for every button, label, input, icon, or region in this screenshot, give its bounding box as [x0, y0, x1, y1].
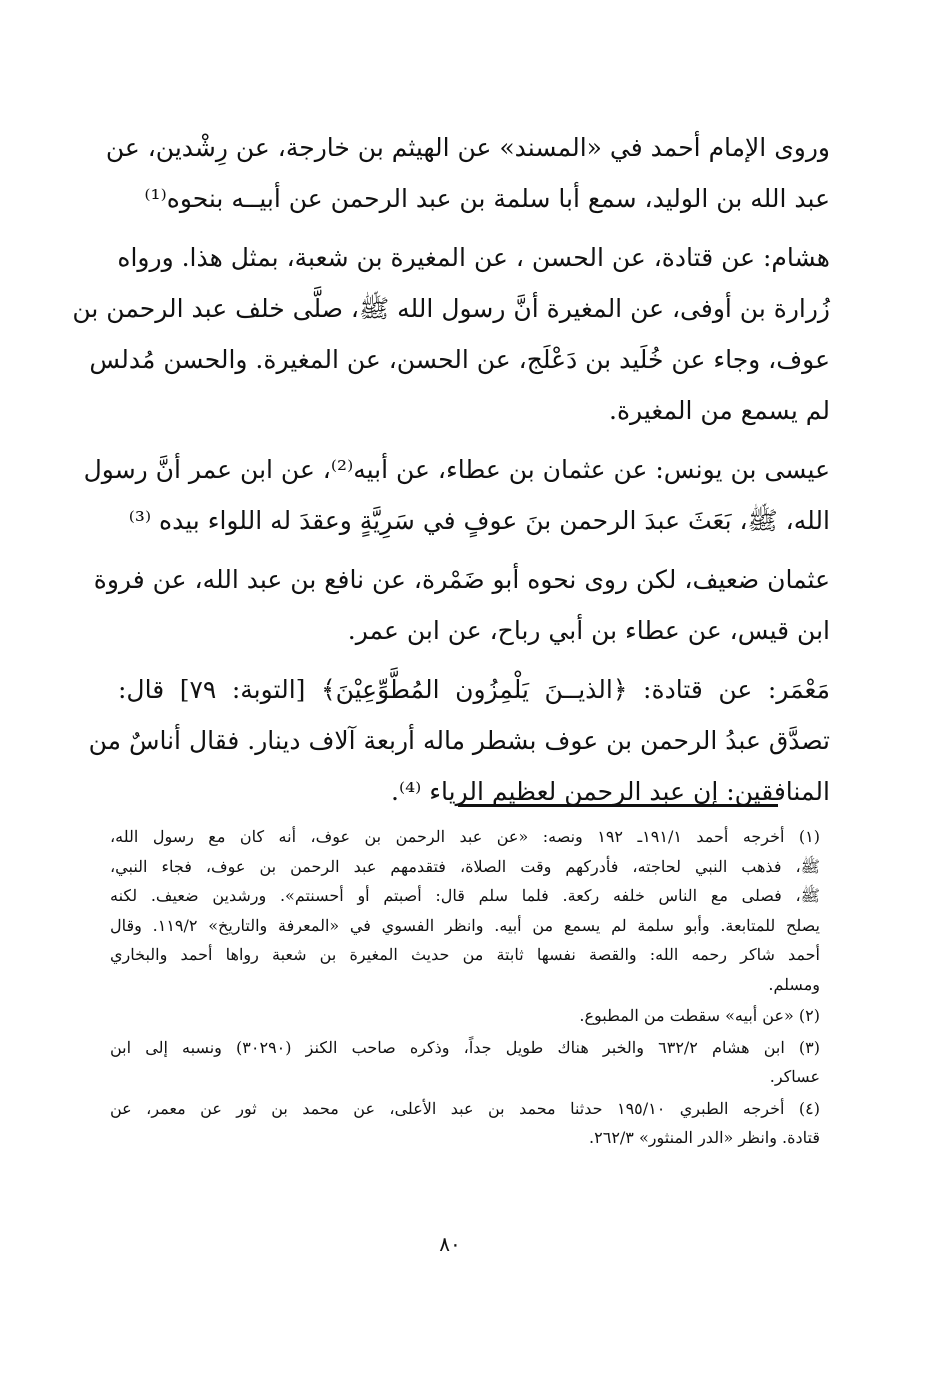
footnote-line: قتادة. وانظر «الدر المنثور» ٢٦٢/٣.	[589, 1128, 820, 1147]
text-line: لم يسمع من المغيرة.	[609, 396, 830, 425]
footnote-line: (٢) «عن أبيه» سقطت من المطبوع.	[579, 1006, 820, 1025]
text-line: الله، ﷺ، بَعَثَ عبدَ الرحمن بنَ عوفٍ في سَرِيَّةٍ وعقدَ له اللواء بيده ⁽³⁾	[128, 506, 830, 535]
footnote-1	[110, 822, 820, 999]
text-line: عيسى بن يونس: عن عثمان بن عطاء، عن أبيه⁽²⁾، عن ابن عمر أنَّ رسول	[83, 455, 830, 484]
footnote-line: يصلح للمتابعة. وأبو سلمة لم يسمع من أبيه. وانظر الفسوي في «المعرفة والتاريخ» ١١٩/٢. وقال	[110, 915, 821, 935]
text-line: عبد الله بن الوليد، سمع أبا سلمة بن عبد الرحمن عن أبيــه بنحوه⁽¹⁾	[144, 184, 830, 213]
footnote-line: (٤) أخرجه الطبري ١٩٥/١٠ حدثنا محمد بن عبد الأعلى، عن محمد بن ثور عن معمر، عن	[110, 1098, 820, 1118]
text-line: هشام: عن قتادة، عن الحسن ، عن المغيرة بن شعبة، بمثل هذا. ورواه	[117, 243, 830, 272]
paragraph-hisham	[72, 232, 830, 436]
footnote-line: ﷺ، فصلى مع الناس خلفه ركعة. فلما سلم قال: أصبتم أو أحسنتم». ورشدين ضعيف. لكنه	[110, 886, 820, 905]
footnote-line: (١) أخرجه أحمد ١٩١/١ـ ١٩٢ ونصه: «عن عبد الرحمن بن عوف، أنه كان مع رسول الله،	[110, 827, 821, 846]
footnote-2	[110, 1001, 820, 1031]
text-line: زُرارة بن أوفى، عن المغيرة أنَّ رسول الله ﷺ، صلَّى خلف عبد الرحمن بن	[72, 294, 830, 323]
page-number: ٨٠	[439, 1232, 461, 1256]
footnote-line: عساكر.	[769, 1067, 820, 1086]
text-line: عثمان ضعيف، لكن روى نحوه أبو ضَمْرة، عن نافع بن عبد الله، عن فروة	[93, 565, 830, 594]
footnote-line: (٣) ابن هشام ٦٣٢/٢ والخبر هناك طويل جداً، وذكره صاحب الكنز (٣٠٢٩٠) ونسبه إلى ابن	[110, 1037, 821, 1057]
text-line: ابن قيس، عن عطاء بن أبي رباح، عن ابن عمر.	[347, 616, 830, 645]
text-line: المنافقين: إن عبد الرحمن لعظيم الرياء ⁽⁴⁾.	[391, 777, 830, 806]
text-line: وروى الإمام أحمد في «المسند» عن الهيثم بن خارجة، عن رِشْدين، عن	[105, 133, 830, 162]
text-line: مَعْمَر: عن قتادة: ﴿الذيــنَ يَلْمِزُون المُطَّوِّعِيْنَ﴾ [التوبة: ٧٩] قال:	[118, 675, 830, 704]
paragraph-uthman	[93, 554, 830, 656]
footnote-4	[110, 1094, 820, 1153]
main-text	[72, 122, 830, 825]
paragraph-mamar	[88, 664, 830, 817]
paragraph-musnad	[105, 122, 830, 224]
footnote-line: ﷺ، فذهب النبي لحاجته، فأدركهم وقت الصلاة، فتقدمهم عبد الرحمن بن عوف، فجاء النبي،	[110, 856, 820, 876]
footnotes	[110, 822, 820, 1155]
text-line: عوف، وجاء عن خُلَيد بن دَعْلَج، عن الحسن، عن المغيرة. والحسن مُدلس	[89, 345, 830, 374]
footnote-3	[110, 1033, 820, 1092]
footnote-line: أحمد شاكر رحمه الله: والقصة نفسها ثابتة من حديث المغيرة بن شعبة رواها أحمد والبخاري	[110, 945, 820, 964]
paragraph-isa	[83, 444, 830, 546]
footnote-separator	[458, 804, 778, 807]
footnote-line: ومسلم.	[768, 974, 820, 994]
text-line: تصدَّق عبدُ الرحمن بن عوف بشطر ماله أربعة آلاف دينار. فقال أناسٌ من	[88, 726, 830, 755]
